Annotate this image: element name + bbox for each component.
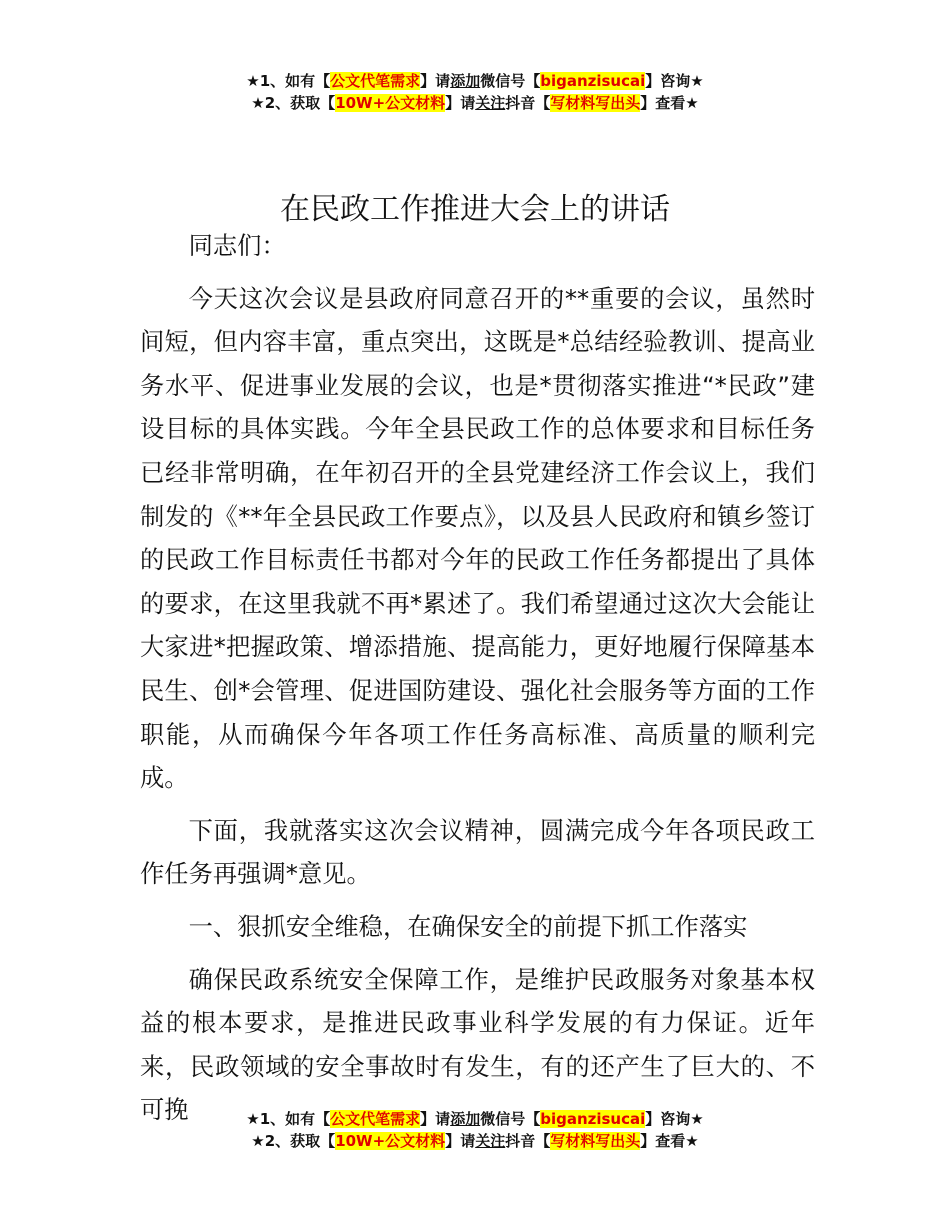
- promo-highlight: biganzisucai: [540, 72, 646, 90]
- promo-text: 】请: [420, 1110, 451, 1128]
- promo-line-1: [0, 70, 950, 92]
- promo-text: 】咨询★: [645, 1110, 704, 1128]
- promo-text: 】请: [445, 94, 476, 112]
- paragraph: 下面，我就落实这次会议精神，圆满完成今年各项民政工作任务再强调*意见。: [140, 815, 815, 889]
- promo-text: 】请: [420, 72, 451, 90]
- promo-line-1: [0, 1108, 950, 1130]
- paragraph: 今天这次会议是县政府同意召开的**重要的会议，虽然时间短，但内容丰富，重点突出，这既是*总结经验教训、提高业务水平、促进事业发展的会议，也是*贯彻落实推进“*民政”建设目标的具体实践。今年全县民政工作的总体要求和目标任务已经非常明确，在年初召开的全县党建经济工作会议上，我们制发的《**年全县民政工作要点》，以及县人民政府和镇乡签订的民政工作目标责任书都对今年的民政工作任务都提出了具体的要求，在这里我就不再*累述了。我们希望通过这次大会能让大家进*把握政策、增添措施、提高能力，更好地履行保障基本民生、创*会管理、促进国防建设、强化社会服务等方面的工作职能，从而确保今年各项工作任务高标准、高质量的顺利完成。: [140, 283, 815, 793]
- promo-text: 】请: [445, 1132, 476, 1150]
- section-heading: 一、狠抓安全维稳，在确保安全的前提下抓工作落实: [188, 911, 748, 941]
- promo-text: 抖音【: [505, 94, 551, 112]
- promo-highlight: 10W+公文材料: [335, 1132, 446, 1150]
- promo-highlight: biganzisucai: [540, 1110, 646, 1128]
- promo-line-2: [0, 92, 950, 114]
- promo-line-2: [0, 1130, 950, 1152]
- promo-highlight: 公文代笔需求: [330, 1110, 421, 1128]
- promo-highlight: 10W+公文材料: [335, 94, 446, 112]
- promo-emphasis: 添加: [450, 72, 481, 90]
- promo-banner-bottom: [0, 1108, 950, 1152]
- promo-highlight: 写材料写出头: [550, 1132, 641, 1150]
- promo-banner-top: [0, 70, 950, 114]
- promo-text: ★2、获取【: [251, 94, 336, 112]
- promo-text: 】查看★: [640, 1132, 699, 1150]
- promo-text: 】查看★: [640, 94, 699, 112]
- promo-text: 微信号【: [480, 1110, 541, 1128]
- promo-text: 抖音【: [505, 1132, 551, 1150]
- promo-text: ★1、如有【: [246, 72, 331, 90]
- promo-emphasis: 添加: [450, 1110, 481, 1128]
- paragraph: 确保民政系统安全保障工作，是维护民政服务对象基本权益的根本要求，是推进民政事业科学发展的有力保证。近年来，民政领域的安全事故时有发生，有的还产生了巨大的、不可挽: [140, 964, 815, 1125]
- promo-emphasis: 关注: [475, 94, 506, 112]
- promo-text: ★1、如有【: [246, 1110, 331, 1128]
- promo-text: 微信号【: [480, 72, 541, 90]
- promo-emphasis: 关注: [475, 1132, 506, 1150]
- promo-text: 】咨询★: [645, 72, 704, 90]
- document-body: [140, 224, 815, 1141]
- promo-text: ★2、获取【: [251, 1132, 336, 1150]
- document-title: 在民政工作推进大会上的讲话: [280, 192, 670, 228]
- salutation: 同志们：: [188, 231, 286, 260]
- promo-highlight: 公文代笔需求: [330, 72, 421, 90]
- promo-highlight: 写材料写出头: [550, 94, 641, 112]
